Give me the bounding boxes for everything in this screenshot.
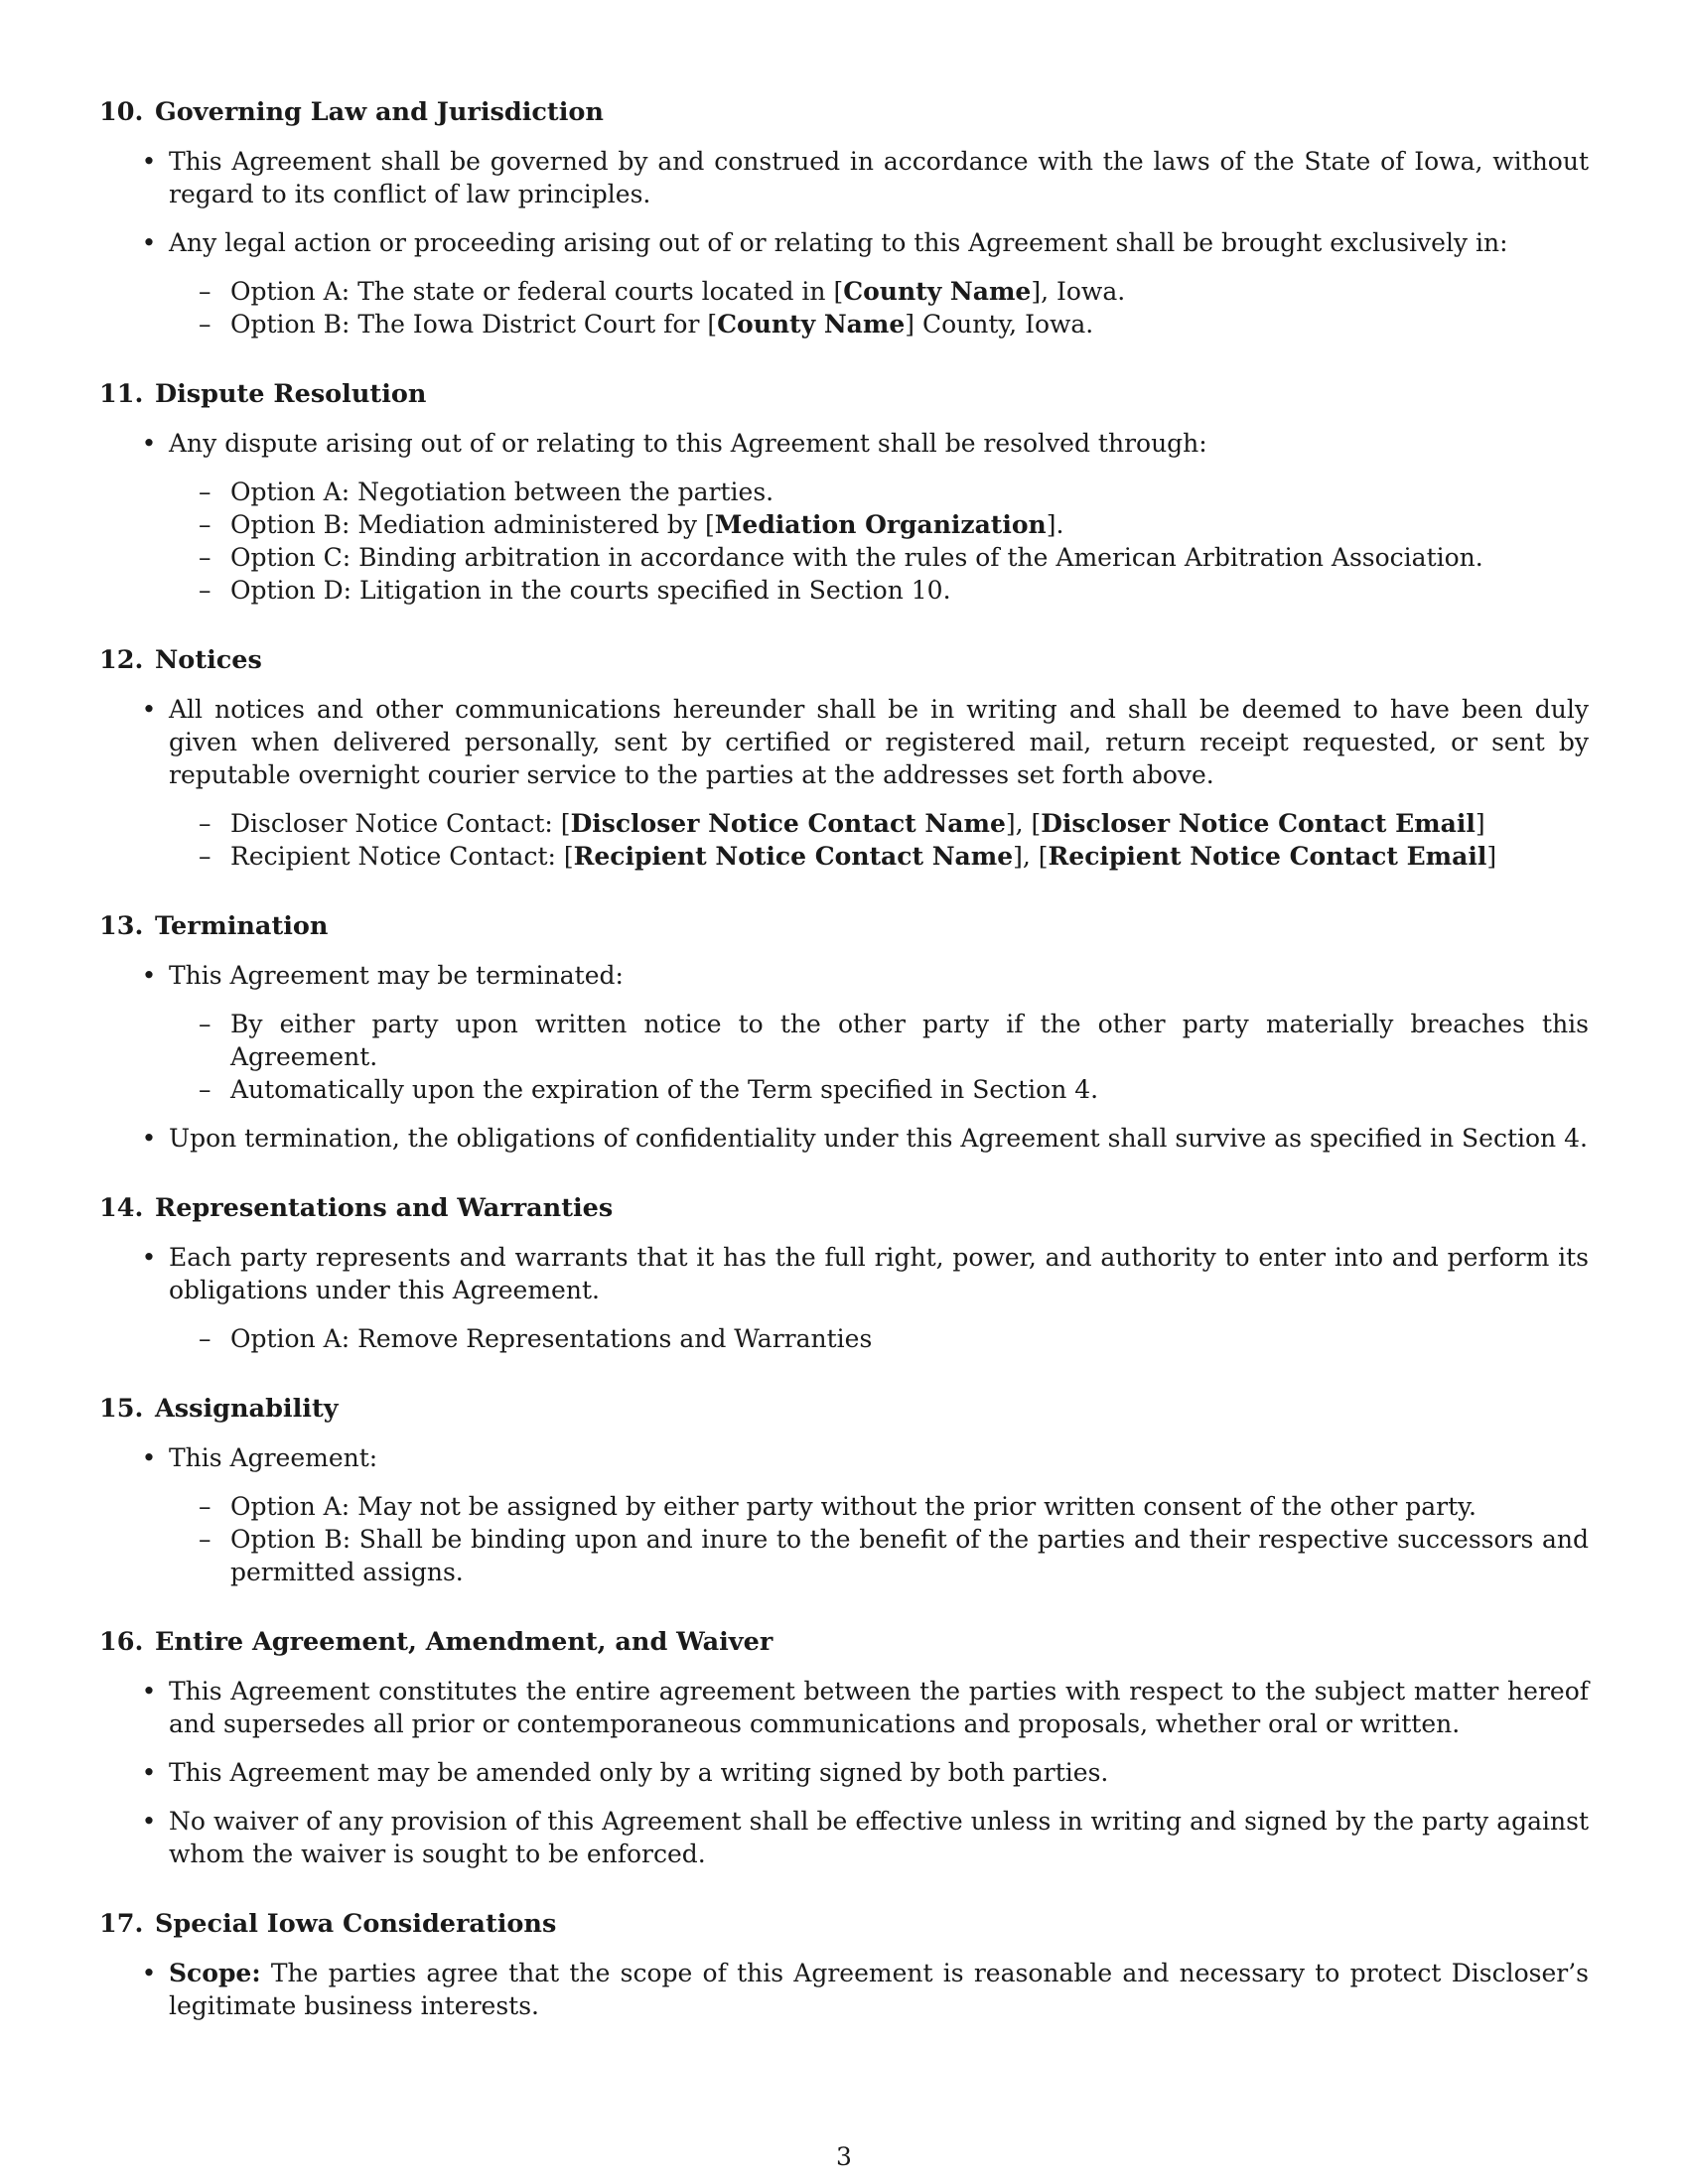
text-run: Option C: Binding arbitration in accordance with the rules of the American Arbitration Association. [230,543,1483,572]
bullet-list [99,1441,1589,1588]
bullet-item [99,1441,1589,1588]
dash-icon: – [199,1010,211,1038]
section-number: 15. [99,1394,144,1424]
bullet-text [169,1957,1589,2022]
section-number: 11. [99,379,144,409]
placeholder-field: County Name [843,277,1032,306]
dash-icon: – [199,1324,211,1353]
bullet-dot-icon: • [141,1677,157,1706]
text-run: No waiver of any provision of this Agreement shall be effective unless in writing and signed by the party against whom the waiver is sought to be enforced. [169,1807,1589,1868]
text-run: ] County, Iowa. [905,310,1094,339]
bullet-item [99,427,1589,607]
bullet-dot-icon: • [141,1124,157,1153]
sub-item [169,1322,1589,1355]
sub-item [169,1073,1589,1106]
bullet-dot-icon: • [141,961,157,990]
text-run: This Agreement may be terminated: [169,961,624,990]
text-run: By either party upon written notice to the other party if the other party materially breaches this Agreement. [230,1010,1589,1071]
bullet-dot-icon: • [141,1807,157,1836]
text-run: Option D: Litigation in the courts specified in Section 10. [230,576,951,605]
bullet-dot-icon: • [141,429,157,458]
dash-icon: – [199,1075,211,1104]
bullet-text [169,427,1589,460]
placeholder-field: County Name [717,310,906,339]
dash-icon: – [199,543,211,572]
bullet-item [99,1756,1589,1789]
bullet-dot-icon: • [141,147,157,176]
placeholder-field: Recipient Notice Contact Name [573,842,1014,871]
bullet-text [169,226,1589,259]
section-heading [99,95,1589,129]
sub-item [169,308,1589,341]
sub-list [169,807,1589,873]
text-run: Automatically upon the expiration of the Term specified in Section 4. [230,1075,1099,1104]
section-heading [99,377,1589,411]
bullet-list [99,693,1589,873]
bullet-dot-icon: • [141,1758,157,1787]
dash-icon: – [199,842,211,871]
text-run: Option B: Mediation administered by [ [230,510,715,539]
bullet-item [99,1675,1589,1740]
text-run: Option A: The state or federal courts located in [ [230,277,844,306]
section [99,1625,1589,1870]
section-heading [99,643,1589,677]
sections-container [99,95,1589,2022]
text-run: This Agreement may be amended only by a writing signed by both parties. [169,1758,1109,1787]
placeholder-field: Mediation Organization [714,510,1047,539]
section-heading [99,1191,1589,1225]
section-title: Notices [155,645,262,675]
section-number: 13. [99,911,144,941]
text-run: Any legal action or proceeding arising out of or relating to this Agreement shall be brought exclusively in: [169,228,1508,257]
section-number: 10. [99,97,144,127]
text-run: ], [ [1005,809,1042,838]
dash-icon: – [199,1492,211,1521]
section-heading [99,1907,1589,1941]
bullet-item [99,693,1589,873]
section [99,95,1589,341]
bullet-text [169,693,1589,791]
section-title: Termination [155,911,329,941]
text-run: ]. [1046,510,1064,539]
placeholder-field: Discloser Notice Contact Email [1041,809,1476,838]
text-run: Discloser Notice Contact: [ [230,809,571,838]
dash-icon: – [199,277,211,306]
bullet-dot-icon: • [141,228,157,257]
bold-text: Scope: [169,1959,261,1987]
sub-item [169,508,1589,541]
sub-item [169,840,1589,873]
bullet-text [169,1241,1589,1306]
sub-list [169,476,1589,607]
page-number: 3 [836,2142,852,2171]
text-run: This Agreement constitutes the entire agreement between the parties with respect to the subject matter hereof and supersedes all prior or contemporaneous communications and proposals, whether oral or written. [169,1677,1589,1738]
text-run: Option A: Remove Representations and Warranties [230,1324,873,1353]
text-run: The parties agree that the scope of this Agreement is reasonable and necessary to protect Discloser’s legitimate business interests. [169,1959,1589,2020]
placeholder-field: Recipient Notice Contact Email [1048,842,1487,871]
dash-icon: – [199,510,211,539]
text-run: ] [1486,842,1497,871]
text-run: ], [ [1013,842,1049,871]
bullet-dot-icon: • [141,1243,157,1272]
placeholder-field: Discloser Notice Contact Name [570,809,1006,838]
section-title: Governing Law and Jurisdiction [155,97,604,127]
text-run: ], Iowa. [1031,277,1126,306]
bullet-list [99,1957,1589,2022]
dash-icon: – [199,809,211,838]
sub-list [169,1322,1589,1355]
bullet-dot-icon: • [141,1959,157,1987]
section-title: Dispute Resolution [155,379,427,409]
section [99,909,1589,1155]
text-run: Each party represents and warrants that it has the full right, power, and authority to enter into and perform its obligations under this Agreement. [169,1243,1589,1304]
text-run: Any dispute arising out of or relating to this Agreement shall be resolved through: [169,429,1207,458]
bullet-list [99,145,1589,341]
section [99,1907,1589,2022]
bullet-item [99,1122,1589,1155]
bullet-item [99,959,1589,1106]
bullet-item [99,1241,1589,1355]
bullet-dot-icon: • [141,695,157,724]
section-heading [99,1392,1589,1426]
bullet-list [99,1241,1589,1355]
sub-item [169,1490,1589,1523]
sub-list [169,1008,1589,1106]
section-title: Special Iowa Considerations [155,1909,557,1939]
text-run: All notices and other communications hereunder shall be in writing and shall be deemed to have been duly given when delivered personally, sent by certified or registered mail, return receipt requested, or sent by reputable overnight courier service to the parties at the addresses set forth above. [169,695,1589,789]
bullet-list [99,427,1589,607]
sub-item [169,807,1589,840]
text-run: ] [1475,809,1485,838]
bullet-text [169,1756,1589,1789]
text-run: This Agreement shall be governed by and construed in accordance with the laws of the State of Iowa, without regard to its conflict of law principles. [169,147,1589,208]
section-number: 12. [99,645,144,675]
section-title: Representations and Warranties [155,1193,614,1223]
sub-item [169,1523,1589,1588]
bullet-item [99,1957,1589,2022]
bullet-text [169,145,1589,210]
section [99,1392,1589,1588]
text-run: Upon termination, the obligations of confidentiality under this Agreement shall survive as specified in Section 4. [169,1124,1588,1153]
bullet-text [169,1122,1589,1155]
bullet-list [99,1675,1589,1870]
section-number: 17. [99,1909,144,1939]
text-run: Recipient Notice Contact: [ [230,842,574,871]
section [99,643,1589,873]
dash-icon: – [199,478,211,506]
section-heading [99,1625,1589,1659]
bullet-text [169,1441,1589,1474]
dash-icon: – [199,310,211,339]
bullet-dot-icon: • [141,1443,157,1472]
section [99,377,1589,607]
sub-item [169,541,1589,574]
bullet-text [169,1675,1589,1740]
section-heading [99,909,1589,943]
bullet-item [99,226,1589,341]
text-run: Option A: May not be assigned by either party without the prior written consent of the other party. [230,1492,1477,1521]
bullet-item [99,1805,1589,1870]
sub-item [169,1008,1589,1073]
dash-icon: – [199,1525,211,1554]
document-page [99,95,1589,2059]
bullet-text [169,1805,1589,1870]
sub-list [169,275,1589,341]
text-run: Option B: Shall be binding upon and inure to the benefit of the parties and their respective successors and permitted assigns. [230,1525,1589,1586]
bullet-text [169,959,1589,992]
text-run: Option A: Negotiation between the parties. [230,478,774,506]
sub-item [169,574,1589,607]
sub-list [169,1490,1589,1588]
bullet-item [99,145,1589,210]
text-run: This Agreement: [169,1443,378,1472]
sub-item [169,275,1589,308]
text-run: Option B: The Iowa District Court for [ [230,310,718,339]
sub-item [169,476,1589,508]
section-title: Entire Agreement, Amendment, and Waiver [155,1627,774,1657]
section-number: 16. [99,1627,144,1657]
section-title: Assignability [155,1394,339,1424]
dash-icon: – [199,576,211,605]
section-number: 14. [99,1193,144,1223]
bullet-list [99,959,1589,1155]
section [99,1191,1589,1355]
